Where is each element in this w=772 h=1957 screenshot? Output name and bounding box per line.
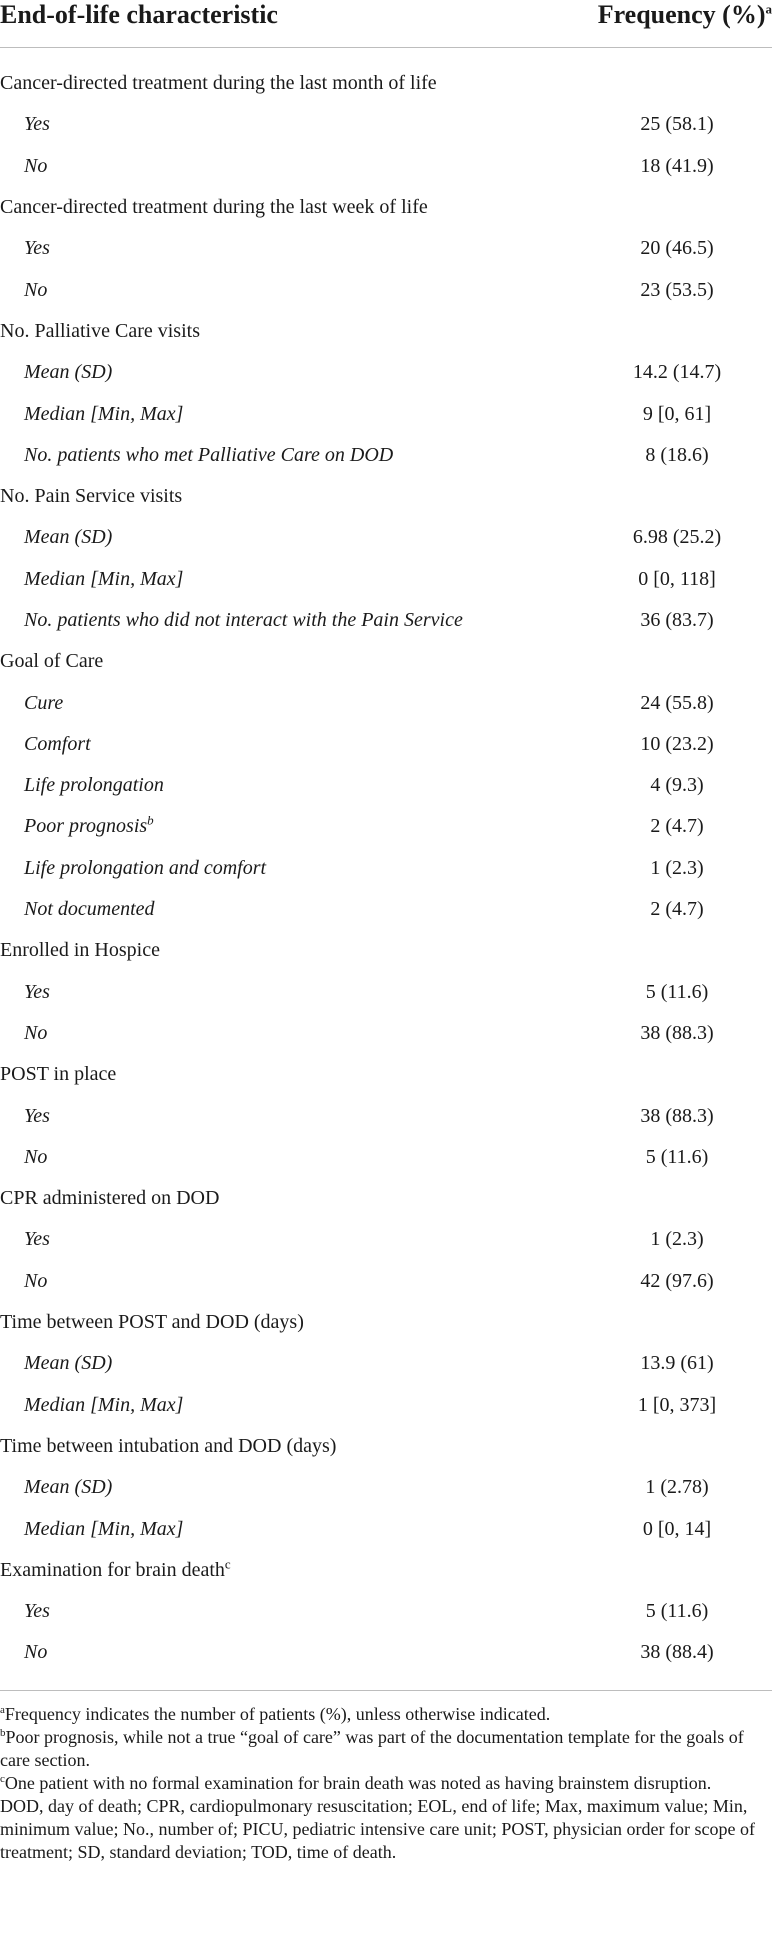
table-row (0, 724, 772, 765)
row-label-text: Comfort (24, 732, 91, 755)
row-label-text: Yes (24, 1104, 50, 1127)
row-label-text: Median [Min, Max] (24, 1517, 184, 1540)
row-label (0, 641, 542, 682)
row-label (0, 600, 542, 641)
row-value: 36 (83.7) (640, 609, 714, 631)
header-spacer (0, 48, 772, 64)
row-value: 1 (2.3) (650, 856, 704, 879)
table-row (0, 1343, 772, 1384)
row-label (0, 1095, 542, 1136)
row-value (542, 476, 772, 517)
row-label-text: Cancer-directed treatment during the last month of life (0, 72, 437, 95)
row-value: 18 (41.9) (640, 154, 714, 177)
header-value-sup: a (765, 1, 772, 17)
row-label (0, 104, 542, 145)
row-label (0, 476, 542, 517)
row-value: 23 (53.5) (640, 278, 714, 301)
row-value: 5 (11.6) (645, 1145, 709, 1168)
row-label (0, 1632, 542, 1673)
row-value: 0 [0, 14] (642, 1517, 712, 1540)
table-row (0, 228, 772, 269)
footnote-marker: a (0, 1703, 5, 1716)
table-row (0, 1385, 772, 1426)
row-label-text: Yes (24, 113, 50, 136)
row-label (0, 187, 542, 228)
row-label (0, 682, 542, 723)
table-row (0, 1632, 772, 1673)
table-row (0, 559, 772, 600)
header-value-text: Frequency (%) (597, 0, 766, 29)
row-value: 1 [0, 373] (637, 1393, 717, 1416)
row-label-text: Yes (24, 1600, 50, 1623)
footnote-text: Poor prognosis, while not a true “goal of care” was part of the documentation template for the goals of care section. (0, 1726, 744, 1770)
row-value: 10 (23.2) (640, 732, 714, 755)
table-row (0, 269, 772, 310)
header-label-text: End-of-life characteristic (0, 0, 278, 29)
row-value (542, 63, 772, 104)
table-section-row (0, 1302, 772, 1343)
table-row (0, 104, 772, 145)
table-row (0, 1467, 772, 1508)
row-label (0, 724, 542, 765)
row-value (542, 1178, 772, 1219)
row-label-text: CPR administered on DOD (0, 1187, 220, 1210)
row-value (542, 641, 772, 682)
row-label-text: No (24, 278, 48, 301)
row-label-text: Yes (24, 1228, 50, 1251)
row-label (0, 765, 542, 806)
row-label-text: Mean (SD) (24, 1352, 113, 1375)
row-value (542, 187, 772, 228)
header-characteristic (0, 0, 542, 48)
table-row (0, 806, 772, 847)
table-section-row (0, 476, 772, 517)
table-section-row (0, 187, 772, 228)
row-label (0, 352, 542, 393)
row-value: 0 [0, 118] (638, 567, 716, 590)
table-row (0, 146, 772, 187)
footnote-text: One patient with no formal examination for brain death was noted as having brainstem disruption. (4, 1772, 712, 1793)
table-row (0, 1219, 772, 1260)
row-label (0, 269, 542, 310)
row-label-text: No. Pain Service visits (0, 485, 183, 508)
table-row (0, 765, 772, 806)
row-label (0, 1013, 542, 1054)
row-label (0, 1302, 542, 1343)
row-label (0, 1137, 542, 1178)
table-section-row (0, 1426, 772, 1467)
row-label-text: Goal of Care (0, 650, 104, 673)
row-label (0, 1219, 542, 1260)
row-label-text: Time between intubation and DOD (days) (0, 1434, 337, 1457)
row-label-text: No (24, 1269, 48, 1292)
row-label (0, 1550, 542, 1591)
footnotes (0, 1691, 772, 1864)
row-label-text: Life prolongation (24, 774, 164, 797)
row-label-text: Life prolongation and comfort (24, 856, 267, 879)
row-label-text: POST in place (0, 1063, 117, 1086)
row-value: 14.2 (14.7) (632, 361, 722, 384)
header-row (0, 0, 772, 48)
row-value (542, 1054, 772, 1095)
row-label (0, 146, 542, 187)
row-label-text: Cure (24, 691, 64, 714)
row-label-text: Poor prognosis (24, 815, 148, 838)
row-value (542, 930, 772, 971)
footnote-marker: c (224, 1556, 231, 1572)
row-value: 38 (88.4) (640, 1641, 714, 1664)
row-label (0, 1178, 542, 1219)
footnote (0, 1703, 772, 1726)
row-label-text: Mean (SD) (24, 1476, 113, 1499)
row-label (0, 1508, 542, 1549)
row-label (0, 517, 542, 558)
footnote (0, 1795, 772, 1864)
row-value: 20 (46.5) (640, 237, 714, 260)
table-row (0, 517, 772, 558)
table-section-row (0, 311, 772, 352)
row-label (0, 889, 542, 930)
row-label (0, 930, 542, 971)
table-section-row (0, 930, 772, 971)
row-label-text: No. patients who did not interact with the Pain Service (24, 609, 463, 631)
row-label (0, 1467, 542, 1508)
row-label-text: Median [Min, Max] (24, 402, 184, 425)
row-value: 24 (55.8) (640, 691, 714, 714)
row-label-text: Examination for brain death (0, 1558, 225, 1581)
table-row (0, 600, 772, 641)
row-label (0, 848, 542, 889)
row-value: 42 (97.6) (640, 1269, 714, 1292)
table-row (0, 1508, 772, 1549)
row-value (542, 311, 772, 352)
table-row (0, 1591, 772, 1632)
row-label-text: No (24, 154, 48, 177)
row-label (0, 1261, 542, 1302)
row-label (0, 228, 542, 269)
row-label (0, 559, 542, 600)
row-value (542, 1302, 772, 1343)
row-label-text: Cancer-directed treatment during the last week of life (0, 196, 428, 219)
row-value: 2 (4.7) (650, 815, 704, 838)
table-body (0, 48, 772, 1674)
row-label-text: Median [Min, Max] (24, 567, 184, 590)
row-label-text: Median [Min, Max] (24, 1393, 184, 1416)
row-label-text: No. Palliative Care visits (0, 319, 200, 342)
row-value: 38 (88.3) (640, 1104, 714, 1127)
footnote-marker: c (0, 1772, 5, 1785)
row-label-text: Enrolled in Hospice (0, 939, 160, 962)
row-label (0, 311, 542, 352)
row-label-text: Time between POST and DOD (days) (0, 1311, 304, 1334)
row-value: 1 (2.3) (650, 1228, 704, 1251)
row-label (0, 435, 542, 476)
table-row (0, 1261, 772, 1302)
row-value: 38 (88.3) (640, 1021, 714, 1044)
row-label (0, 1426, 542, 1467)
row-label (0, 63, 542, 104)
row-label (0, 972, 542, 1013)
row-label-text: Not documented (24, 898, 155, 921)
table-row (0, 972, 772, 1013)
row-value: 2 (4.7) (650, 898, 704, 921)
row-label (0, 393, 542, 434)
table-row (0, 1137, 772, 1178)
table-row (0, 889, 772, 930)
table-header (0, 0, 772, 48)
row-value: 9 [0, 61] (642, 402, 712, 425)
footnote-text: DOD, day of death; CPR, cardiopulmonary resuscitation; EOL, end of life; Max, maximum value; Min, minimum value; No., number of; PICU, pediatric intensive care unit; POST, physician order for scope of treatment; SD, standard deviation; TOD, time of death. (0, 1795, 755, 1862)
row-label-text: Mean (SD) (24, 526, 113, 549)
row-label (0, 1343, 542, 1384)
row-label (0, 1054, 542, 1095)
table-section-row (0, 1178, 772, 1219)
table-row (0, 1013, 772, 1054)
row-label-text: No. patients who met Palliative Care on DOD (24, 443, 394, 466)
row-value: 5 (11.6) (645, 1600, 709, 1623)
row-value: 8 (18.6) (645, 443, 709, 466)
row-value: 13.9 (61) (640, 1352, 714, 1375)
row-label-text: Mean (SD) (24, 361, 113, 384)
table-row (0, 435, 772, 476)
row-value: 25 (58.1) (640, 113, 714, 136)
row-label-text: Yes (24, 980, 50, 1003)
row-value: 1 (2.78) (645, 1476, 709, 1499)
row-label-text: No (24, 1021, 48, 1044)
footnote-text: Frequency indicates the number of patients (%), unless otherwise indicated. (4, 1703, 551, 1724)
table-row (0, 682, 772, 723)
header-frequency (542, 0, 772, 48)
row-label (0, 806, 542, 847)
table-section-row (0, 1054, 772, 1095)
table-row (0, 1095, 772, 1136)
footnote-marker: b (147, 812, 154, 828)
footnote (0, 1772, 772, 1795)
row-label (0, 1385, 542, 1426)
footnote-marker: b (0, 1726, 6, 1739)
row-value: 6.98 (25.2) (632, 526, 722, 549)
row-value: 5 (11.6) (645, 980, 709, 1003)
row-label-text: No (24, 1641, 48, 1664)
table-section-row (0, 641, 772, 682)
table-row (0, 848, 772, 889)
row-value (542, 1426, 772, 1467)
row-label-text: Yes (24, 237, 50, 260)
table-section-row (0, 1550, 772, 1591)
row-label-text: No (24, 1145, 48, 1168)
footnote (0, 1726, 772, 1772)
table-section-row (0, 63, 772, 104)
table-row (0, 352, 772, 393)
row-value (542, 1550, 772, 1591)
table-row (0, 393, 772, 434)
row-value: 4 (9.3) (650, 774, 704, 797)
row-label (0, 1591, 542, 1632)
